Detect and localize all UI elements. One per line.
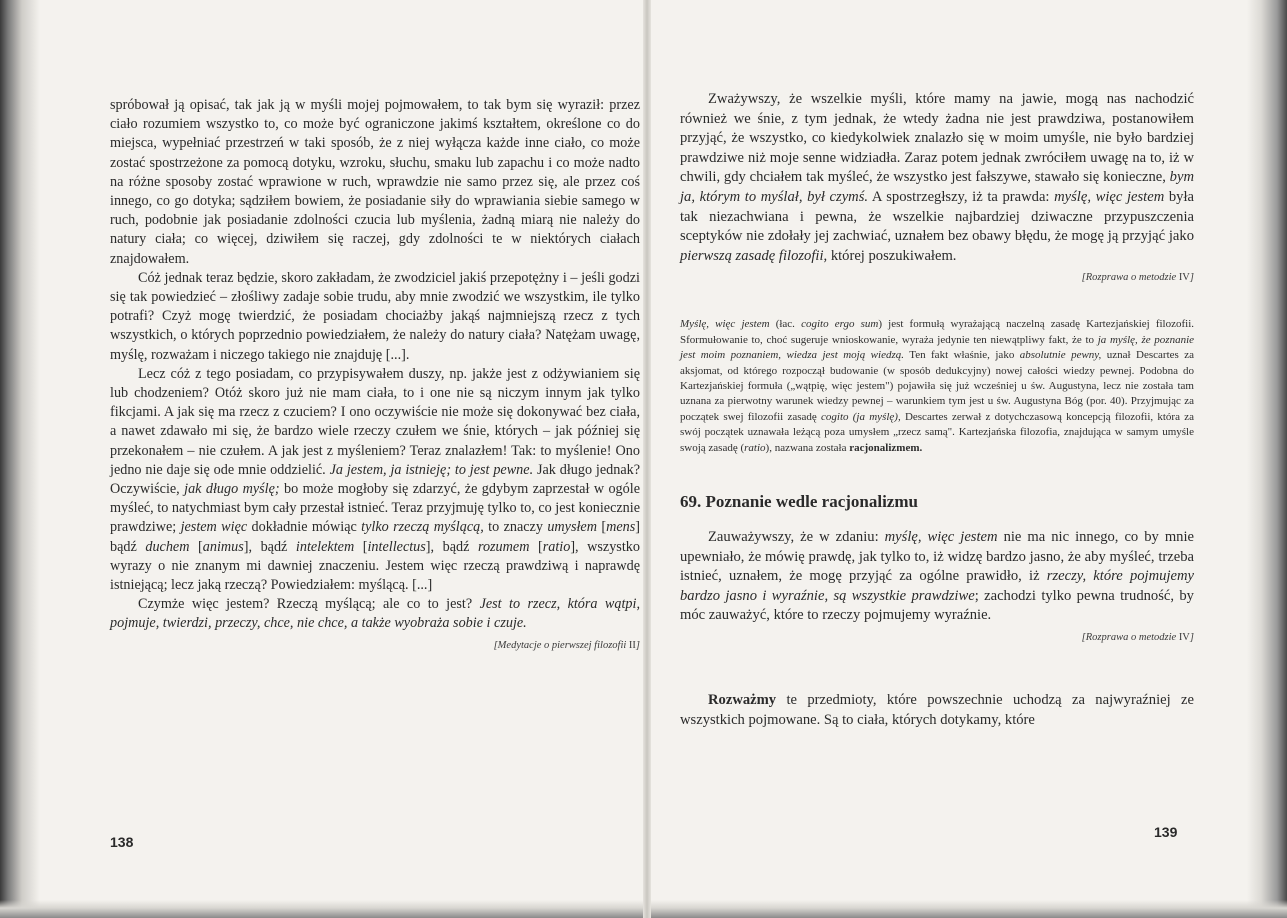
right-paragraph-1-run: była tak niezachwiana i pewna, że wszelkie najbardziej dziwaczne przypuszczenia sceptyków nie zdołały jej zachwiać, uznałem bez obawy błędu, że mogę ją przyjąć jako: [680, 188, 1195, 245]
right-paragraph-2-run: ; zachodzi tylko pewna trudność, by móc zauważyć, które to rzeczy pojmujemy wyraźnie.: [680, 587, 1194, 624]
left-paragraph-3-run: Ja jestem, ja istnieję; to jest pewne.: [329, 461, 534, 478]
right-paragraph-2-run: Zauważywszy, że w zdaniu:: [708, 529, 885, 545]
left-paragraph-3-run: intelektem: [295, 538, 355, 555]
note-text-run: uznał Descartes za aksjomat, od którego rozpoczął budowanie (w sposób dedukcyjny) nowej całości wiedzy pewnej. Podobna do Kartezjańskiej formuła („wątpię, więc jestem") pojawiła się już wcześniej u św. Augustyna, lecz nie została tam uznana za pierwotny warunek wiedzy pewnej – warunkiem tym jest u św. Augustyna Bóg (por. 40). Przyjmując za początek swej filozofii zasadę: [680, 349, 1195, 423]
right-citation-2-title: Rozprawa o metodzie: [1085, 631, 1177, 643]
note-text-run: ) jest formułą wyrażającą naczelną zasadę Kartezjańskiej filozofii. Sformułowanie to, choć sugeruje wnioskowanie, wyraża jedynie ten niewątpliwy fakt, że to: [680, 318, 1195, 346]
left-paragraph-3-run: ], wszystko wyrazy o nie znanym mi dawniej znaczeniu. Jestem więc rzeczą prawdziwą i naprawdę istniejącą; lecz jaką rzeczą? Powiedziałem: myślącą. [...]: [110, 538, 640, 594]
right-citation-2-part: IV: [1176, 631, 1190, 643]
left-paragraph-3-run: [: [189, 538, 203, 555]
left-paragraph-2: [110, 269, 640, 365]
left-paragraph-3-run: [: [529, 538, 543, 555]
left-paragraph-3-run: ratio: [542, 538, 571, 555]
left-paragraph-3-run: dokładnie mówiąc: [247, 519, 362, 536]
right-paragraph-1-run: A spostrzegłszy, iż ta prawda:: [868, 188, 1055, 205]
paragraph-3-lead: Rozważmy: [708, 691, 777, 708]
left-paragraph-1: [110, 96, 640, 269]
left-paragraph-3-run: tylko rzeczą myślącą,: [361, 519, 484, 536]
book-gutter: [643, 0, 651, 918]
left-paragraph-3-run: jak długo myślę;: [184, 481, 280, 498]
note-text: [680, 317, 1194, 456]
right-paragraph-1-run: bym ja, którym to myślał, był czymś.: [680, 169, 1194, 205]
section-heading: 69. Poznanie wedle racjonalizmu: [680, 492, 918, 511]
left-paragraph-3-run: [: [354, 538, 368, 555]
left-paragraph-3-run: Lecz cóż z tego posiadam, co przypisywałem duszy, np. jakże jest z odżywianiem się lub chodzeniem? Otóż skoro już nie mam ciała, to i one nie są niczym innym jak tylko fikcjami. A jak się ma rzecz z czuciem? I ono oczywiście nie może się dokonywać bez ciała, a nawet zdawało mi się, że bardzo wiele rzeczy czułem we śnie, których – jak później się przekonałem – nie czułem. A jak jest z myśleniem? Teraz znalazłem! Tak: to myślenie! Ono jedno nie daje się ode mnie oddzielić.: [110, 365, 640, 478]
right-paragraph-2-run: myślę, więc jestem: [884, 529, 998, 545]
note-text-run: Ten fakt właśnie, jako: [903, 349, 1020, 362]
right-citation-1: [Rozprawa o metodzie IV]: [1081, 272, 1194, 284]
left-paragraph-4-run: Czymże więc jestem? Rzeczą myślącą; ale co to jest?: [138, 596, 480, 613]
left-page: [48, 0, 640, 918]
right-citation-1-title: Rozprawa o metodzie: [1085, 272, 1177, 284]
note-text-run: ja myślę, że poznanie jest moim poznaniem, wiedza jest moją wiedzą.: [680, 333, 1195, 362]
editorial-note: [680, 317, 1194, 456]
scan-shadow-right: [1247, 0, 1287, 918]
left-paragraph-3-run: ] bądź: [110, 519, 640, 555]
right-paragraph-1-run: której poszukiwałem.: [827, 247, 957, 264]
left-paragraphs: [110, 96, 640, 634]
left-citation: [Medytacje o pierwszej filozofii II]: [493, 639, 640, 651]
right-paragraph-1-run: Zważywszy, że wszelkie myśli, które mamy na jawie, mogą nas nachodzić również we śnie, z tym jednak, że wtedy żadna nie jest prawdziwa, postanowiłem przyjąć, że wszystko, co kiedykolwiek znalazło się w moim umyśle, nie było bardziej prawdziwe niż moje senne widziadła. Zaraz potem jednak zwróciłem uwagę na to, iż w chwili, gdy chciałem tak myśleć, że wszystko jest fałszywe, stawało się konieczne,: [680, 91, 1194, 186]
left-paragraph-3-run: ], bądź: [243, 538, 296, 555]
left-paragraph-3-run: duchem: [145, 538, 190, 555]
left-paragraph-3-run: bo może mogłoby się zdarzyć, że gdybym zaprzestał w ogóle myśleć, to natychmiast bym cały przestał istnieć. Teraz przyjmuję tylko to, co jest koniecznie prawdziwe;: [110, 481, 640, 536]
left-paragraph-3-run: animus: [202, 538, 244, 555]
left-citation-part: II: [626, 639, 636, 651]
left-paragraph-1-run: spróbował ją opisać, tak jak ją w myśli mojej pojmowałem, to tak bym się wyraził: przez ciało rozumiem wszystko to, co może być ograniczone jakimś kształtem, określone co do miejsca, wypełniać przestrzeń w taki sposób, że z niej wyłącza każde inne ciało, co może zostać spostrzeżone za pomocą dotyku, wzroku, słuchu, smaku lub zapachu i co może nadto na różne sposoby zostać wprawione w ruch, wprawdzie nie samo przez się, ale przez coś innego, co go dotyka; sądziłem bowiem, że posiadanie siły do wprawiania siebie samego w ruch, podobnie jak posiadanie zdolności czucia lub myślenia, żadną miarą nie należy do natury ciała; co więcej, dziwiłem się raczej, gdy zdolności te w niektórych ciałach znajdowałem.: [110, 97, 640, 267]
left-paragraph-3: [110, 365, 640, 595]
right-text-column: [680, 90, 1194, 730]
left-paragraph-3-run: intellectus: [367, 538, 426, 555]
right-paragraph-2-run: rzeczy, które pojmujemy bardzo jasno i wyraźnie, są wszystkie prawdziwe: [680, 568, 1194, 604]
note-text-run: racjonalizmem.: [849, 441, 923, 454]
left-paragraph-3-run: jestem więc: [180, 519, 248, 536]
note-text-run: Descartes zerwał z dotychczasową koncepcją filozofii, która za swój początek uznawała leżącą poza umysłem „rzecz samą". Kartezjańska filozofia, znajdująca w samym umyśle swoją zasadę (: [680, 410, 1194, 454]
left-paragraph-4: [110, 595, 640, 633]
right-paragraph-1-run: myślę, więc jestem: [1054, 188, 1165, 205]
right-citation-2: [Rozprawa o metodzie IV]: [1081, 631, 1194, 643]
right-paragraph-1-run: pierwszą zasadę filozofii,: [680, 247, 828, 264]
left-paragraph-3-run: Jak długo jednak? Oczywiście,: [110, 461, 641, 498]
right-paragraph-2: [680, 528, 1194, 626]
left-text-column: [110, 96, 640, 651]
right-paragraph-2-run: nie ma nic innego, co by mnie upewniało, że mówię prawdę, jak tylko to, iż widzę bardzo jasno, że aby myśleć, trzeba istnieć, uznałem, że mogę przyjąć za ogólne prawidło, iż: [680, 529, 1194, 585]
left-paragraph-3-run: umysłem: [547, 519, 597, 536]
paragraph-3-text: te przedmioty, które powszechnie uchodzą za najwyraźniej ze wszystkich pojmowane. Są to ciała, których dotykamy, które: [680, 691, 1194, 728]
left-paragraph-3-run: rozumem: [477, 538, 530, 555]
right-paragraph-3: [680, 691, 1194, 730]
note-text-run: cogito ergo sum: [801, 318, 879, 331]
left-paragraph-3-run: mens: [606, 519, 636, 536]
left-paragraph-3-run: to znaczy: [483, 519, 548, 536]
left-paragraph-4-run: Jest to rzecz, która wątpi, pojmuje, twierdzi, przeczy, chce, nie chce, a także wyobraża sobie i czuje.: [110, 596, 640, 632]
page-number-right: 139: [1154, 824, 1178, 840]
scan-shadow-left: [0, 0, 40, 918]
note-text-run: cogito (ja myślę),: [821, 410, 901, 423]
left-paragraph-2-run: Cóż jednak teraz będzie, skoro zakładam, że zwodziciel jakiś przepotężny i – jeśli godzi się tak powiedzieć – złośliwy zadaje sobie trudu, aby mnie zwodzić we wszystkim, ile tylko potrafi? Czyż mogę twierdzić, że posiadam chociażby jakąś najmniejszą rzecz z tych wszystkich, o których poprzednio powiedziałem, że należy do natury ciała? Natężam uwagę, myślę, rozważam i niczego takiego nie znajduję [...].: [110, 269, 640, 363]
note-text-run: absolutnie pewny,: [1019, 349, 1102, 362]
left-paragraph-3-run: [: [596, 519, 607, 536]
right-page: [654, 0, 1244, 918]
note-text-run: (łac.: [769, 318, 802, 331]
note-text-run: ratio: [744, 441, 766, 454]
left-paragraph-3-run: ], bądź: [425, 538, 478, 555]
note-text-run: ), nazwana została: [765, 441, 850, 454]
right-citation-1-part: IV: [1176, 272, 1190, 284]
left-citation-title: Medytacje o pierwszej filozofii: [497, 639, 627, 651]
note-text-run: Myślę, więc jestem: [680, 318, 770, 331]
right-paragraph-1: [680, 90, 1194, 266]
page-number-left: 138: [110, 834, 134, 850]
